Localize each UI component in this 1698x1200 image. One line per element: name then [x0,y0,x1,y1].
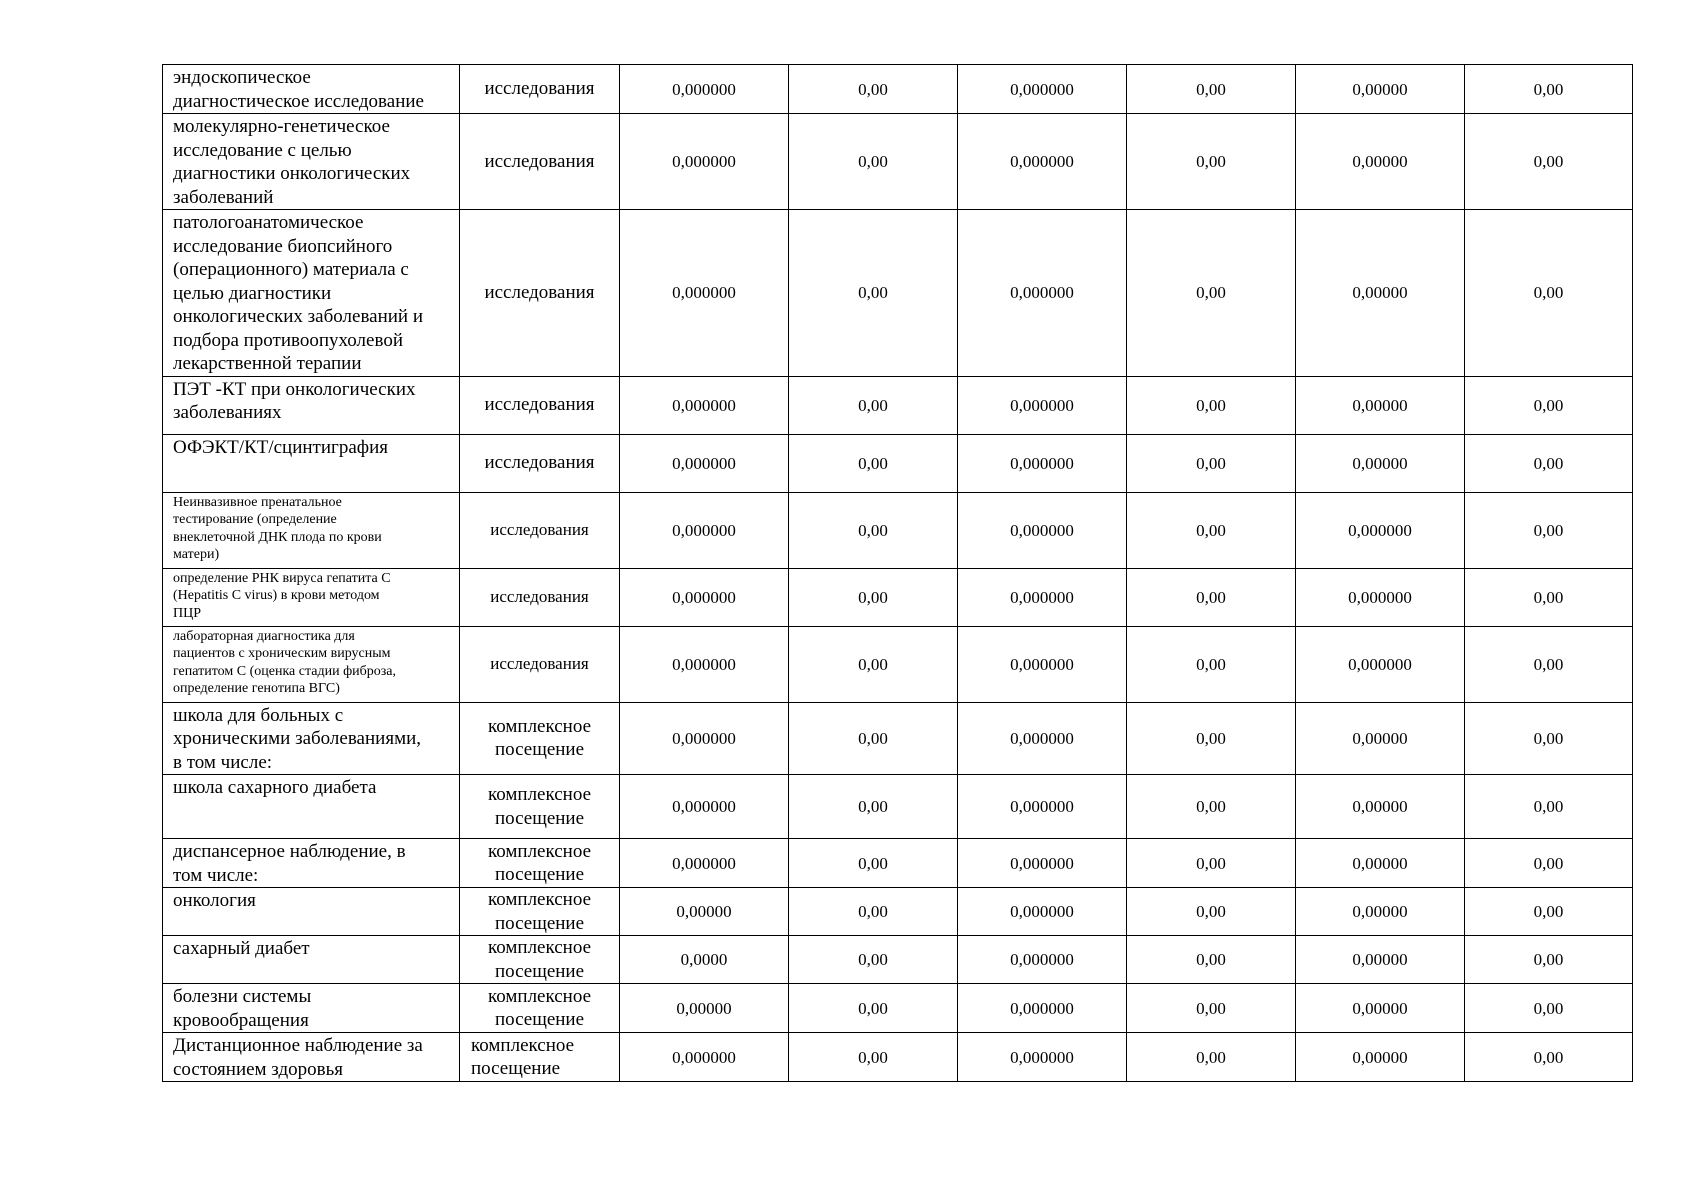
service-name: ПЭТ -КТ при онкологических заболеваниях [173,378,416,423]
value-cell: 0,000000 [620,492,789,568]
value-cell: 0,000000 [958,568,1127,626]
unit-label: исследования [490,654,589,674]
service-name-cell [163,936,460,984]
value-cell: 0,00 [1465,1033,1633,1082]
service-name-cell [163,376,460,434]
value-cell: 0,00 [1127,839,1296,888]
value-cell: 0,00 [1127,65,1296,114]
value-cell: 0,00 [1465,888,1633,936]
service-name-cell [163,626,460,702]
service-name-cell [163,984,460,1033]
value-cell: 0,00 [789,626,958,702]
service-name: школа сахарного диабета [173,777,377,798]
table-row [163,65,1633,114]
service-name: Неинвазивное пренатальное тестирование (определение внеклеточной ДНК плода по крови матери) [173,494,382,562]
value-cell: 0,00 [1465,568,1633,626]
value-cell: 0,000000 [620,775,789,839]
service-name: молекулярно-генетическое исследование с целью диагностики онкологических заболеваний [173,116,411,208]
unit-cell [460,775,620,839]
service-name-cell [163,775,460,839]
value-cell: 0,00000 [1296,434,1465,492]
value-cell: 0,00000 [1296,1033,1465,1082]
unit-cell [460,65,620,114]
service-name: определение РНК вируса гепатита С (Hepatitis C virus) в крови методом ПЦР [173,570,391,621]
service-name: патологоанатомическое исследование биопсийного (операционного) материала с целью диагностики онкологических заболеваний и подбора противоопухолевой лекарственной терапии [173,212,424,374]
value-cell: 0,000000 [958,626,1127,702]
value-cell: 0,00000 [1296,936,1465,984]
value-cell: 0,00 [789,775,958,839]
value-cell: 0,00 [1465,702,1633,775]
value-cell: 0,00000 [1296,839,1465,888]
value-cell: 0,00 [1127,1033,1296,1082]
value-cell: 0,000000 [620,626,789,702]
unit-label: комплексное посещение [487,840,592,885]
unit-label: комплексное посещение [487,889,592,934]
value-cell: 0,000000 [1296,568,1465,626]
value-cell: 0,00000 [1296,65,1465,114]
unit-cell [460,984,620,1033]
value-cell: 0,00000 [1296,984,1465,1033]
value-cell: 0,00 [1127,114,1296,210]
value-cell: 0,000000 [958,114,1127,210]
value-cell: 0,00 [1465,492,1633,568]
table-row [163,626,1633,702]
value-cell: 0,000000 [620,376,789,434]
value-cell: 0,000000 [620,65,789,114]
value-cell: 0,00 [789,434,958,492]
value-cell: 0,00 [789,114,958,210]
value-cell: 0,000000 [620,434,789,492]
service-name-cell [163,888,460,936]
value-cell: 0,00 [1465,775,1633,839]
table-row [163,568,1633,626]
value-cell: 0,00000 [1296,114,1465,210]
value-cell: 0,000000 [620,114,789,210]
value-cell: 0,00 [1127,376,1296,434]
value-cell: 0,00000 [1296,775,1465,839]
unit-label: комплексное посещение [487,985,592,1030]
unit-label: исследования [490,520,589,540]
value-cell: 0,00 [1127,568,1296,626]
unit-cell [460,210,620,377]
value-cell: 0,00 [1465,65,1633,114]
table-row [163,984,1633,1033]
table-row [163,775,1633,839]
value-cell: 0,00 [1127,888,1296,936]
value-cell: 0,00 [1127,434,1296,492]
value-cell: 0,0000 [620,936,789,984]
service-name-cell [163,1033,460,1082]
services-table [162,64,1633,1082]
service-name: эндоскопическое диагностическое исследование [173,67,424,112]
service-name-cell [163,839,460,888]
unit-label: комплексное посещение [487,937,592,982]
value-cell: 0,00 [1465,434,1633,492]
value-cell: 0,00 [1127,492,1296,568]
value-cell: 0,000000 [958,984,1127,1033]
value-cell: 0,00 [789,376,958,434]
table-body [163,65,1633,1082]
service-name-cell [163,702,460,775]
value-cell: 0,00 [789,492,958,568]
unit-label: исследования [484,452,595,474]
value-cell: 0,00 [789,65,958,114]
unit-label: исследования [484,150,595,172]
table-row [163,114,1633,210]
table-row [163,210,1633,377]
value-cell: 0,00 [789,1033,958,1082]
service-name: сахарный диабет [173,938,310,959]
value-cell: 0,000000 [958,65,1127,114]
value-cell: 0,00 [789,839,958,888]
value-cell: 0,000000 [958,492,1127,568]
table-row [163,936,1633,984]
service-name-cell [163,568,460,626]
unit-cell [460,839,620,888]
value-cell: 0,00 [1465,626,1633,702]
unit-label: комплексное посещение [471,1034,575,1079]
unit-cell [460,1033,620,1082]
value-cell: 0,00 [789,936,958,984]
value-cell: 0,00000 [1296,210,1465,377]
table-row [163,1033,1633,1082]
service-name-cell [163,434,460,492]
value-cell: 0,00 [789,702,958,775]
value-cell: 0,00 [789,568,958,626]
value-cell: 0,000000 [620,568,789,626]
value-cell: 0,00000 [1296,376,1465,434]
value-cell: 0,00 [1127,210,1296,377]
unit-label: комплексное посещение [487,715,592,761]
service-name: школа для больных с хроническими заболеваниями, в том числе: [173,704,422,773]
unit-cell [460,702,620,775]
value-cell: 0,00 [1127,775,1296,839]
value-cell: 0,00 [1465,936,1633,984]
value-cell: 0,00 [789,210,958,377]
value-cell: 0,000000 [620,210,789,377]
table-row [163,702,1633,775]
value-cell: 0,00 [1465,210,1633,377]
value-cell: 0,00 [1465,376,1633,434]
value-cell: 0,00 [1465,839,1633,888]
unit-cell [460,114,620,210]
unit-cell [460,936,620,984]
value-cell: 0,00 [789,888,958,936]
unit-cell [460,492,620,568]
value-cell: 0,000000 [958,1033,1127,1082]
value-cell: 0,000000 [620,1033,789,1082]
unit-label: комплексное посещение [487,784,592,829]
service-name: диспансерное наблюдение, в том числе: [173,841,406,886]
value-cell: 0,00000 [1296,702,1465,775]
value-cell: 0,00 [1465,984,1633,1033]
value-cell: 0,000000 [1296,626,1465,702]
value-cell: 0,00 [1127,626,1296,702]
value-cell: 0,00 [1127,702,1296,775]
unit-label: исследования [484,394,595,416]
unit-cell [460,626,620,702]
service-name-cell [163,210,460,377]
table-row [163,839,1633,888]
value-cell: 0,000000 [958,210,1127,377]
value-cell: 0,00000 [620,984,789,1033]
value-cell: 0,00000 [620,888,789,936]
table-row [163,492,1633,568]
value-cell: 0,000000 [958,702,1127,775]
unit-label: исследования [484,78,595,100]
service-name: онкология [173,890,256,911]
value-cell: 0,000000 [958,888,1127,936]
value-cell: 0,000000 [958,936,1127,984]
value-cell: 0,00 [789,984,958,1033]
table-row [163,888,1633,936]
unit-cell [460,568,620,626]
service-name-cell [163,114,460,210]
unit-cell [460,888,620,936]
service-name-cell [163,492,460,568]
unit-label: исследования [484,282,595,303]
service-name: болезни системы кровообращения [173,986,312,1031]
value-cell: 0,00 [1127,936,1296,984]
value-cell: 0,000000 [958,839,1127,888]
unit-cell [460,434,620,492]
service-name: ОФЭКТ/КТ/сцинтиграфия [173,436,388,458]
table-row [163,434,1633,492]
service-name: лабораторная диагностика для пациентов с хроническим вирусным гепатитом С (оценка стадии фиброза, определение генотипа ВГС) [173,628,397,696]
service-name-cell [163,65,460,114]
value-cell: 0,00 [1465,114,1633,210]
value-cell: 0,00 [1127,984,1296,1033]
value-cell: 0,000000 [958,434,1127,492]
value-cell: 0,000000 [958,775,1127,839]
value-cell: 0,000000 [620,839,789,888]
table-row [163,376,1633,434]
value-cell: 0,000000 [958,376,1127,434]
service-name: Дистанционное наблюдение за состоянием здоровья [173,1035,423,1080]
unit-cell [460,376,620,434]
value-cell: 0,000000 [1296,492,1465,568]
unit-label: исследования [490,587,589,607]
value-cell: 0,000000 [620,702,789,775]
value-cell: 0,00000 [1296,888,1465,936]
